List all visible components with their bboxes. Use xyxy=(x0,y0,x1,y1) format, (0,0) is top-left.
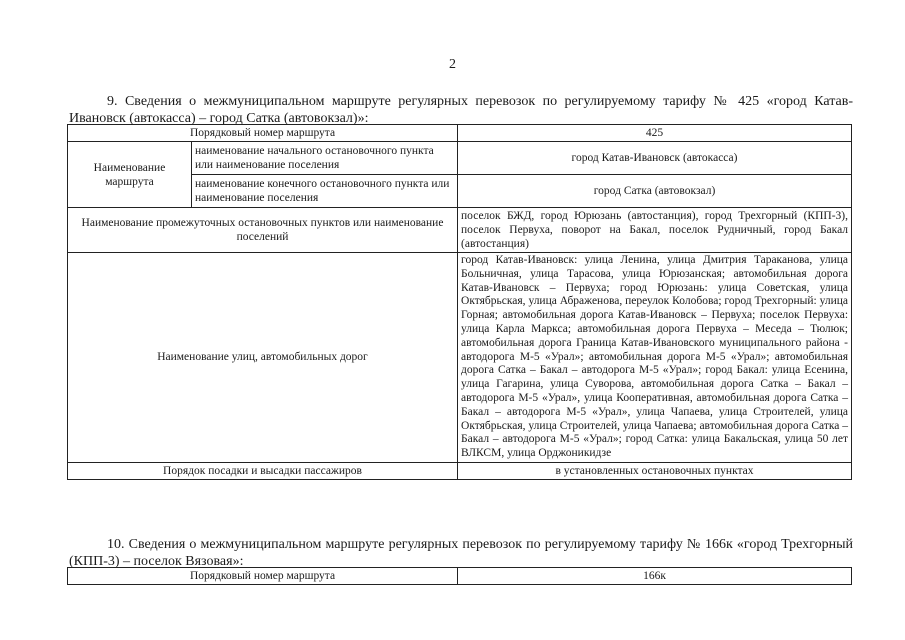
end-stop-value: город Сатка (автовокзал) xyxy=(458,175,852,208)
route-425-table xyxy=(67,124,852,480)
boarding-label: Порядок посадки и высадки пассажиров xyxy=(68,462,458,479)
page-number: 2 xyxy=(449,57,456,72)
route-number-label: Порядковый номер маршрута xyxy=(68,568,458,585)
streets-value: город Катав-Ивановск: улица Ленина, улица Дмитрия Тараканова, улица Больничная, улица Тарасова, улица Юрюзанская; автомобильная дорога Катав-Ивановск – Первуха; город Юрюзань: улица Советская, улица Октябрьская, улица Абраженова, переулок Колобова; город Трехгорный: улица Горная; автомобильная дорога Катав-Ивановск – Первуха; поселок Первуха: улица Карла Маркса; автомобильная дорога Первуха – Меседа – Тюлюк; автомобильная дорога Граница Катав-Ивановского муниципального района - автодорога М-5 «Урал»; автомобильная дорога М-5 «Урал»; автомобильная дорога Сатка – Бакал – автодорога М-5 «Урал»; город Бакал: улица Есенина, улица Гагарина, улица Суворова, автомобильная дорога Сатка – Бакал – автодорога М-5 «Урал», улица Кооперативная, автомобильная дорога Сатка – Бакал – автодорога М-5 «Урал», улица Чапаева, улица Строителей, улица Октябрьская, улица Строителей, улица Чапаева; автомобильная дорога Сатка – Бакал – автодорога М-5 «Урал»; город Сатка: улица Бакальская, улица 50 лет ВЛКСМ, улица Орджоникидзе xyxy=(458,253,852,463)
route-number-value: 166к xyxy=(458,568,852,585)
section-9-heading: 9. Сведения о межмуниципальном маршруте регулярных перевозок по регулируемому тарифу № 425 «город Катав-Ивановск (автокасса) – город Сатка (автовокзал)»: xyxy=(69,94,853,126)
table-row xyxy=(68,125,852,142)
table-row xyxy=(68,568,852,585)
boarding-value: в установленных остановочных пунктах xyxy=(458,462,852,479)
start-stop-label: наименование начального остановочного пункта или наименование поселения xyxy=(192,142,458,175)
table-row xyxy=(68,253,852,463)
table-row xyxy=(68,462,852,479)
route-number-value: 425 xyxy=(458,125,852,142)
intermediate-stops-label: Наименование промежуточных остановочных пунктов или наименование поселений xyxy=(68,208,458,253)
intermediate-stops-value: поселок БЖД, город Юрюзань (автостанция), город Трехгорный (КПП-3), поселок Первуха, поворот на Бакал, поселок Рудничный, город Бакал (автостанция) xyxy=(458,208,852,253)
end-stop-label: наименование конечного остановочного пункта или наименование поселения xyxy=(192,175,458,208)
table-row xyxy=(68,142,852,175)
table-row xyxy=(68,208,852,253)
start-stop-value: город Катав-Ивановск (автокасса) xyxy=(458,142,852,175)
route-name-label: Наименование маршрута xyxy=(68,142,192,208)
route-number-label: Порядковый номер маршрута xyxy=(68,125,458,142)
route-166k-table xyxy=(67,567,852,585)
streets-label: Наименование улиц, автомобильных дорог xyxy=(68,253,458,463)
section-10-heading: 10. Сведения о межмуниципальном маршруте регулярных перевозок по регулируемому тарифу № 166к «город Трехгорный (КПП-3) – поселок Вязовая»: xyxy=(69,537,853,569)
